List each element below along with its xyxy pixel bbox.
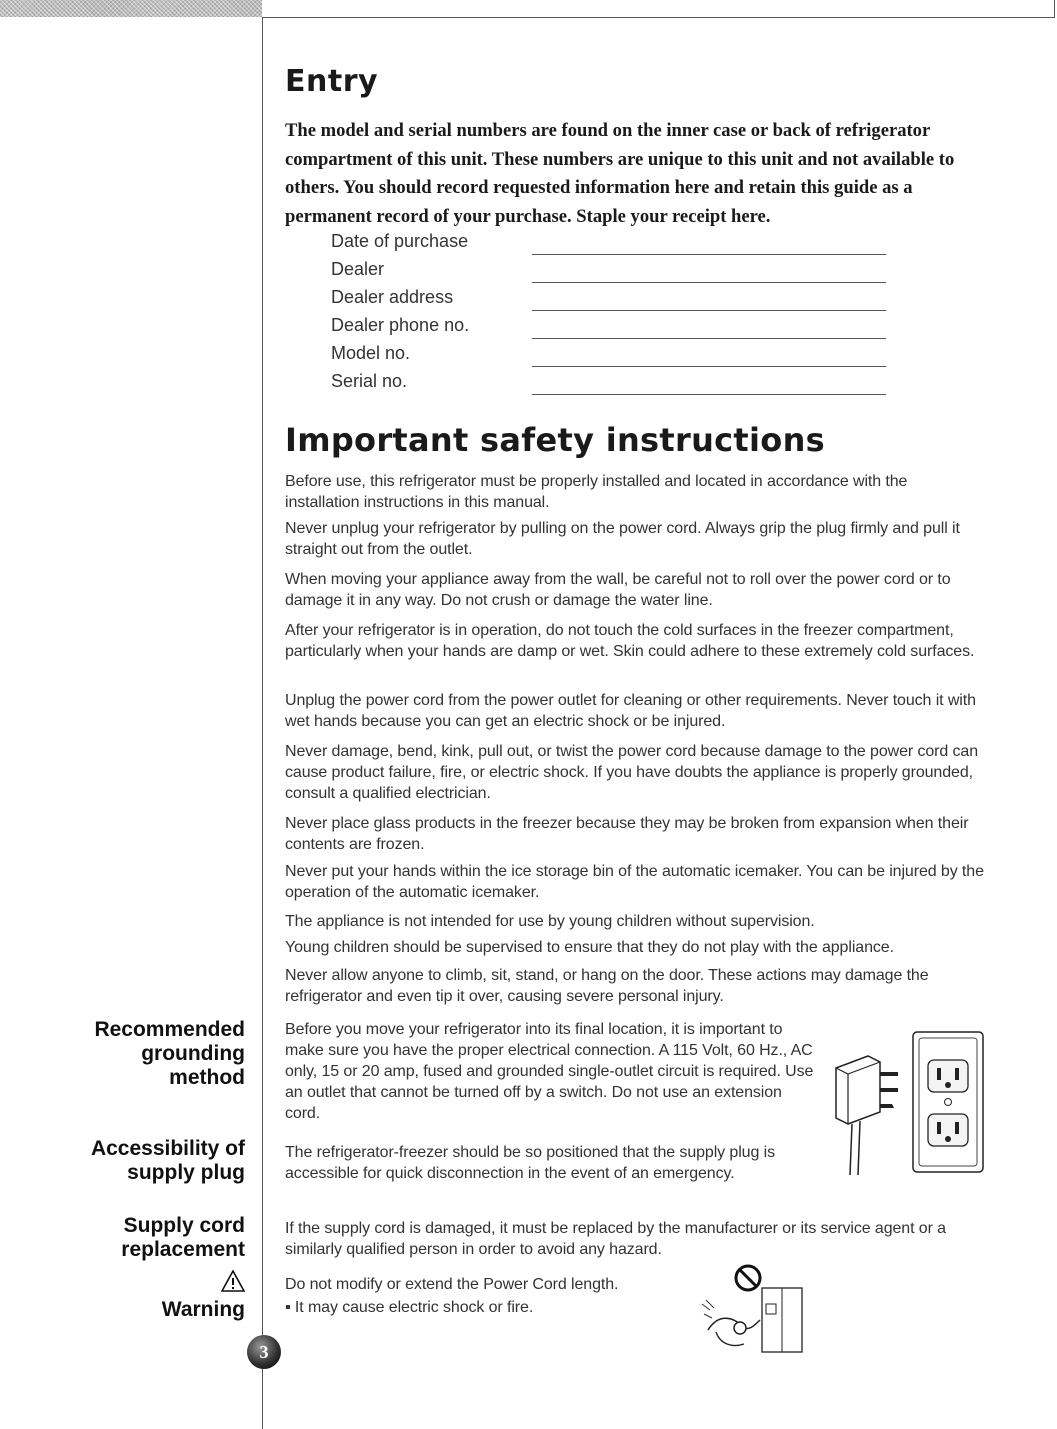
grounding-heading	[94, 1018, 245, 1090]
grounding-heading-line-3: method	[169, 1066, 245, 1089]
entry-intro: The model and serial numbers are found on the inner case or back of refrigerator compartment of this unit. These numbers are unique to this unit and not available to others. You should record requested information here and retain this guide as a permanent record of your purchase. Staple your receipt here.	[285, 120, 955, 227]
warning-triangle-icon	[221, 1270, 245, 1292]
warning-line-2: ▪ It may cause electric shock or fire.	[285, 1299, 534, 1316]
warning-heading-label: Warning	[161, 1298, 245, 1321]
record-line-dealer-address[interactable]	[532, 310, 886, 311]
accessibility-heading-line-2: supply plug	[127, 1161, 245, 1184]
record-label-dealer-phone: Dealer phone no.	[331, 315, 470, 335]
safety-paragraph-4: After your refrigerator is in operation, do not touch the cold surfaces in the freezer compartment, particularly when your hands are damp or wet. Skin could adhere to these extremely cold surfaces.	[285, 622, 975, 660]
grounding-heading-line-2: grounding	[141, 1042, 245, 1065]
record-label-dealer: Dealer	[331, 259, 385, 279]
warning-heading-row	[162, 1270, 245, 1322]
record-label-serial: Serial no.	[331, 371, 408, 391]
record-line-dealer[interactable]	[532, 282, 886, 283]
supply-cord-heading-line-2: replacement	[121, 1238, 245, 1261]
grounded-outlet-illustration	[828, 1030, 988, 1180]
grounding-heading-line-1: Recommended	[94, 1018, 245, 1041]
record-line-model[interactable]	[532, 366, 886, 367]
entry-title: Entry	[285, 64, 379, 99]
safety-paragraph-10: Young children should be supervised to ensure that they do not play with the appliance.	[285, 939, 894, 956]
grounding-text: Before you move your refrigerator into its final location, it is important to make sure you have the proper electrical connection. A 115 Volt, 60 Hz., AC only, 15 or 20 amp, fused and grounded single-outlet circuit is required. Use an outlet that cannot be turned off by a switch. Do not use an extension cord.	[285, 1021, 814, 1122]
record-label-dealer-address: Dealer address	[331, 287, 454, 307]
margin-rule	[262, 17, 263, 1429]
header-right-tick	[1054, 0, 1055, 18]
safety-title: Important safety instructions	[285, 421, 825, 459]
safety-paragraph-6: Never damage, bend, kink, pull out, or twist the power cord because damage to the power cord can cause product failure, fire, or electric shock. If you have doubts the appliance is properly grounded, consult a qualified electrician.	[285, 743, 979, 802]
header-rule	[262, 17, 1055, 18]
supply-cord-text: If the supply cord is damaged, it must be replaced by the manufacturer or its service agent or a similarly qualified person in order to avoid any hazard.	[285, 1220, 946, 1258]
warning-heading	[162, 1270, 245, 1322]
no-extension-cord-illustration	[698, 1264, 808, 1356]
safety-paragraph-7: Never place glass products in the freezer because they may be broken from expansion when their contents are frozen.	[285, 815, 969, 853]
safety-paragraph-5: Unplug the power cord from the power outlet for cleaning or other requirements. Never touch it with wet hands because you can get an electric shock or be injured.	[285, 692, 976, 730]
record-line-date[interactable]	[532, 254, 886, 255]
accessibility-heading	[91, 1137, 245, 1185]
record-label-model: Model no.	[331, 343, 411, 363]
record-label-date: Date of purchase	[331, 231, 469, 251]
record-line-serial[interactable]	[532, 394, 886, 395]
safety-paragraph-3: When moving your appliance away from the wall, be careful not to roll over the power cord or to damage it in any way. Do not crush or damage the water line.	[285, 571, 951, 609]
warning-line-1: Do not modify or extend the Power Cord length.	[285, 1276, 619, 1293]
safety-paragraph-11: Never allow anyone to climb, sit, stand, or hang on the door. These actions may damage the refrigerator and even tip it over, causing severe personal injury.	[285, 967, 929, 1005]
accessibility-text: The refrigerator-freezer should be so positioned that the supply plug is accessible for quick disconnection in the event of an emergency.	[285, 1144, 775, 1182]
safety-paragraph-8: Never put your hands within the ice storage bin of the automatic icemaker. You can be injured by the operation of the automatic icemaker.	[285, 863, 984, 901]
safety-paragraph-9: The appliance is not intended for use by young children without supervision.	[285, 913, 815, 930]
page-number: 3	[259, 1341, 269, 1362]
supply-cord-heading-line-1: Supply cord	[123, 1214, 245, 1237]
record-line-dealer-phone[interactable]	[532, 338, 886, 339]
supply-cord-heading	[121, 1214, 245, 1262]
safety-paragraph-2: Never unplug your refrigerator by pulling on the power cord. Always grip the plug firmly and pull it straight out from the outlet.	[285, 520, 960, 558]
safety-paragraph-1: Before use, this refrigerator must be properly installed and located in accordance with the installation instructions in this manual.	[285, 473, 908, 511]
header-dither-bar	[0, 0, 262, 17]
page-number-badge	[247, 1335, 281, 1369]
accessibility-heading-line-1: Accessibility of	[90, 1137, 245, 1160]
